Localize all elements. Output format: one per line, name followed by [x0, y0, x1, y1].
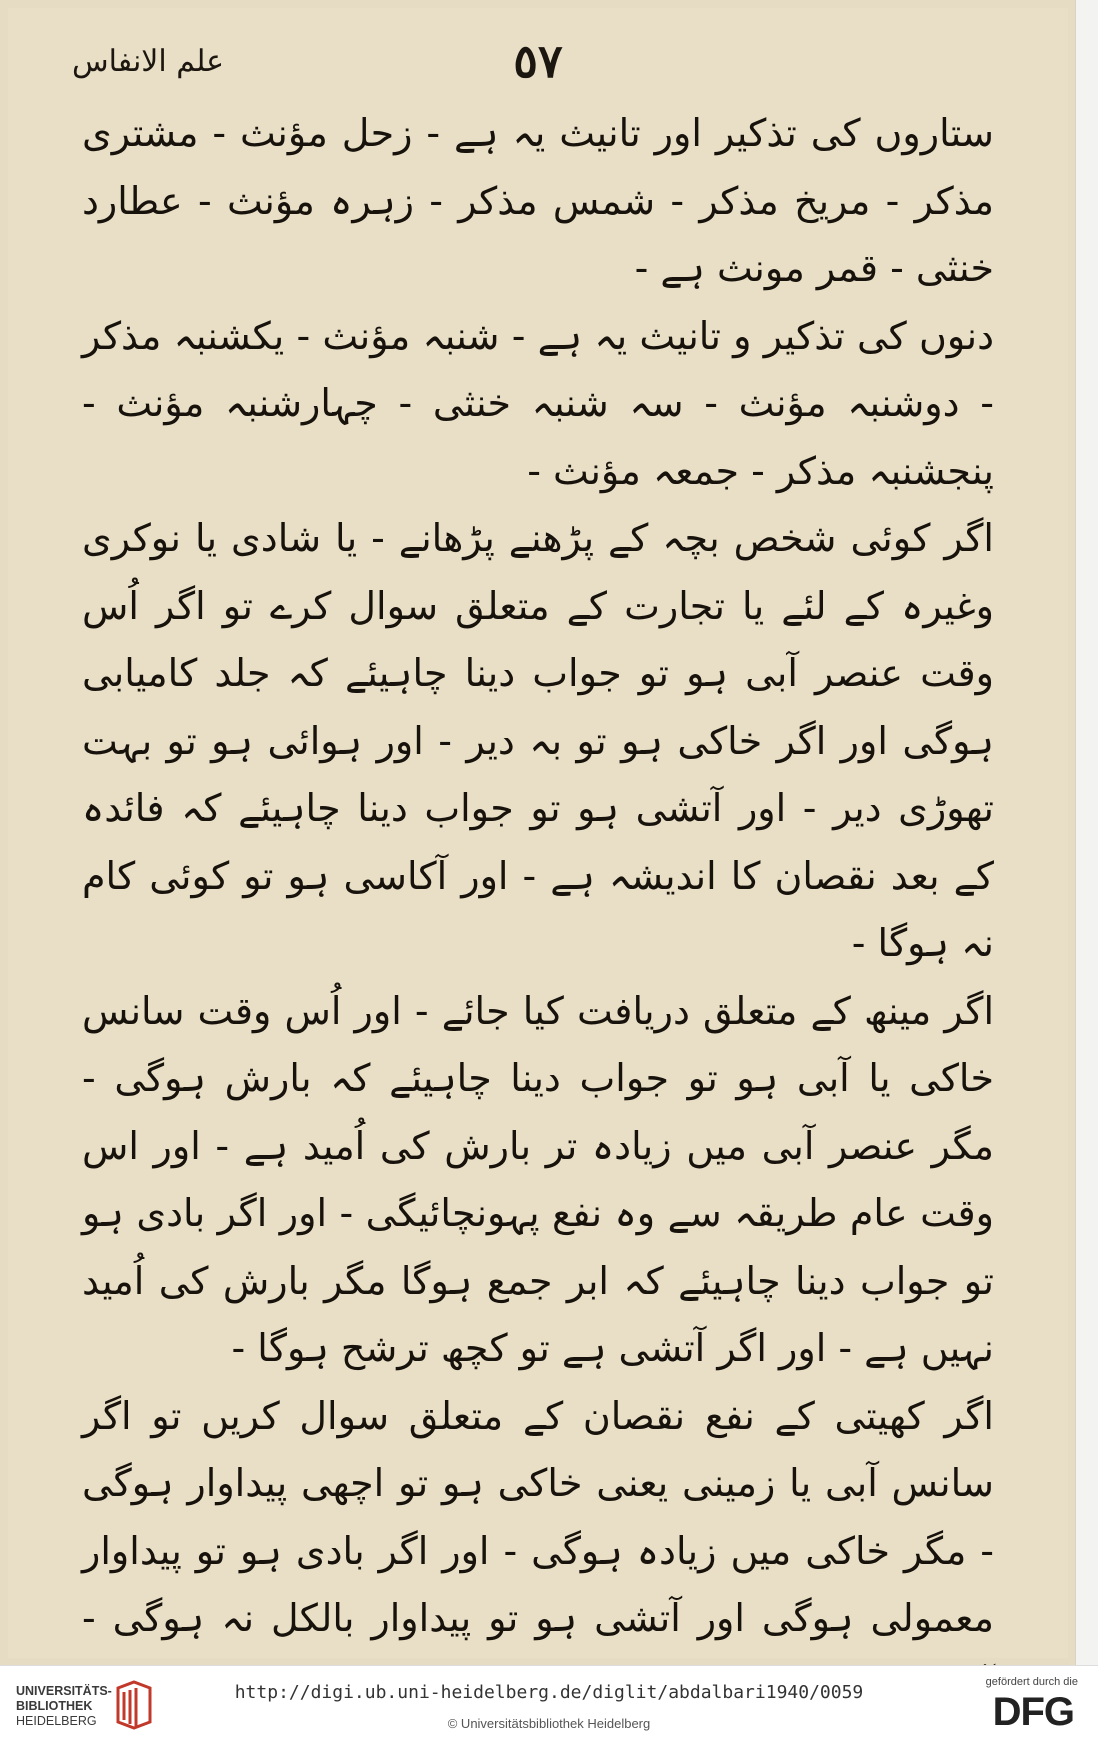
book-page — [8, 8, 1068, 1658]
library-name-line1: UNIVERSITÄTS- — [16, 1684, 112, 1698]
paragraph: اگر مینھ کے متعلق دریافت کیا جائے - اور اُس وقت سانس خاکی یا آبی ہو تو جواب دینا چاہیئے کہ بارش ہوگی - مگر عنصر آبی میں زیادہ تر بارش کی اُمید ہے - اور اس وقت عام طریقہ سے وہ نفع پہونچائیگی - اور اگر بادی ہو تو جواب دینا چاہیئے کہ ابر جمع ہوگا مگر بارش کی اُمید نہیں ہے - اور اگر آتشی ہے تو کچھ ترشح ہوگا - — [82, 988, 994, 1370]
paragraph: ستاروں کی تذکیر اور تانیث یہ ہے - زحل مؤنث - مشتری مذکر - مریخ مذکر - شمس مذکر - زہرہ مؤنث - عطارد خنثی - قمر مونث ہے - — [82, 111, 994, 290]
paragraph: دنوں کی تذکیر و تانیث یہ ہے - شنبہ مؤنث - یکشنبہ مذکر - دوشنبہ مؤنث - سہ شنبہ خنثی - چہارشنبہ مؤنث - پنجشنبہ مذکر - جمعہ مؤنث - — [82, 313, 994, 493]
copyright-notice: © Universitätsbibliothek Heidelberg — [447, 1716, 651, 1731]
permalink-url[interactable]: http://digi.ub.uni-heidelberg.de/diglit/abdalbari1940/0059 — [234, 1682, 864, 1703]
dfg-logo[interactable]: DFG — [992, 1690, 1074, 1734]
page-number: ٥٧ — [513, 34, 563, 88]
library-name-line3: HEIDELBERG — [16, 1714, 97, 1728]
funding-caption: gefördert durch die — [985, 1676, 1078, 1688]
page-header — [68, 34, 1008, 94]
paragraph: اگر کوئی شخص بچہ کے پڑھنے پڑھانے - یا شادی یا نوکری وغیرہ کے لئے یا تجارت کے متعلق سوال کرے تو اگر اُس وقت عنصر آبی ہو تو جواب دینا چاہیئے کہ جلد کامیابی ہوگی اور اگر خاکی ہو تو بہ دیر - اور ہوائی ہو تو بہت تھوڑی دیر - اور آتشی ہو تو جواب دینا چاہیئے کہ فائدہ کے بعد نقصان کا اندیشہ ہے - اور آکاسی ہو تو کوئی کام نہ ہوگا - — [82, 516, 994, 965]
text-block — [82, 100, 994, 1640]
viewer-footer — [0, 1665, 1098, 1745]
library-name-line2: BIBLIOTHEK — [16, 1699, 93, 1713]
paragraph: اگر کھیتی کے نفع نقصان کے متعلق سوال کریں تو اگر سانس آبی یا زمینی یعنی خاکی ہو تو اچھی پیداوار ہوگی - مگر خاکی میں زیادہ ہوگی - اور اگر بادی ہو تو پیداوار معمولی ہوگی اور آتشی ہو تو پیداوار بالکل نہ ہوگی - — [82, 1393, 994, 1640]
running-title: علم الانفاس — [72, 44, 225, 79]
scan-edge — [1075, 0, 1098, 1665]
